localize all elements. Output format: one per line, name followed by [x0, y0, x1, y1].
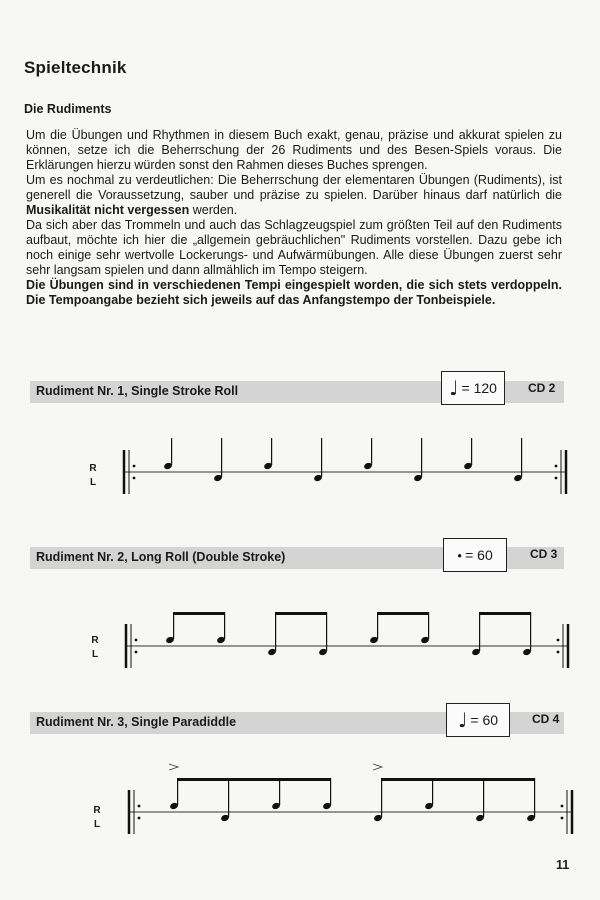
repeat-dot: [138, 805, 141, 808]
paragraph: Um die Übungen und Rhythmen in diesem Buch exakt, genau, präzise und akkurat spielen zu können, setze ich die Beherrschung der 26 Rudiments und des Besen-Spiels voraus. Die Erklärungen hierzu würden sonst den Rahmen dieses Buches sprengen.: [26, 128, 562, 172]
cd-track-label: CD 3: [530, 547, 558, 561]
cd-track-label: CD 2: [528, 381, 556, 395]
repeat-dot: [555, 465, 558, 468]
rudiment-notation: [0, 760, 600, 850]
repeat-dot: [138, 817, 141, 820]
repeat-dot: [561, 805, 564, 808]
tempo-marking: ● = 60: [443, 538, 507, 572]
paragraph: Da sich aber das Trommeln und auch das Schlagzeugspiel zum größten Teil auf den Rudiments aufbaut, möchte ich hier die „allgemein gebräuchlichen" Rudiments vorstellen. Dazu gebe ich noch einige sehr wertvolle Lockerungs- und Aufwärmübungen. Alle diese Übungen zuerst sehr sehr langsam spielen und dann allmählich im Tempo steigern.: [26, 218, 562, 277]
rudiment-title: Rudiment Nr. 2, Long Roll (Double Stroke): [36, 550, 286, 564]
right-hand-label: R: [91, 635, 99, 646]
repeat-dot: [555, 477, 558, 480]
left-hand-label: L: [91, 649, 99, 660]
tempo-marking: ♩ = 60: [446, 703, 510, 737]
repeat-dot: [133, 477, 136, 480]
left-hand-label: L: [93, 819, 101, 830]
right-hand-label: R: [93, 805, 101, 816]
accent-mark: [169, 764, 178, 770]
emphasis: Musikalität nicht vergessen: [26, 203, 190, 217]
page-number: 11: [556, 858, 570, 872]
repeat-dot: [135, 639, 138, 642]
section-subtitle: Die Rudiments: [24, 102, 112, 116]
tempo-marking: ♩ = 120: [441, 371, 505, 405]
cd-track-label: CD 4: [532, 712, 560, 726]
repeat-dot: [557, 639, 560, 642]
paragraph: Um es nochmal zu verdeutlichen: Die Beherrschung der elementaren Übungen (Rudiments), ist generell die Voraussetzung, sauber und präzise zu spielen. Darüber hinaus darf natürlich die Musikalität nicht vergessen werden.: [26, 173, 562, 217]
repeat-dot: [557, 651, 560, 654]
page-title: Spieltechnik: [24, 58, 127, 77]
repeat-dot: [561, 817, 564, 820]
rudiment-notation: [0, 600, 600, 680]
left-hand-label: L: [89, 477, 97, 488]
accent-mark: [373, 764, 382, 770]
rudiment-title: Rudiment Nr. 1, Single Stroke Roll: [36, 384, 239, 398]
rudiment-title: Rudiment Nr. 3, Single Paradiddle: [36, 715, 237, 729]
right-hand-label: R: [89, 463, 97, 474]
intro-text: [26, 128, 562, 308]
repeat-dot: [135, 651, 138, 654]
rudiment-notation: [0, 430, 600, 510]
paragraph-bold: Die Übungen sind in verschiedenen Tempi eingespielt worden, die sich stets verdoppeln. Die Tempoangabe bezieht sich jeweils auf das Anfangstempo der Tonbeispiele.: [26, 278, 562, 307]
tempo-note-icon: ♩: [457, 708, 468, 732]
tempo-note-icon: ♩: [449, 376, 459, 400]
repeat-dot: [133, 465, 136, 468]
tempo-note-icon: ●: [457, 550, 463, 560]
